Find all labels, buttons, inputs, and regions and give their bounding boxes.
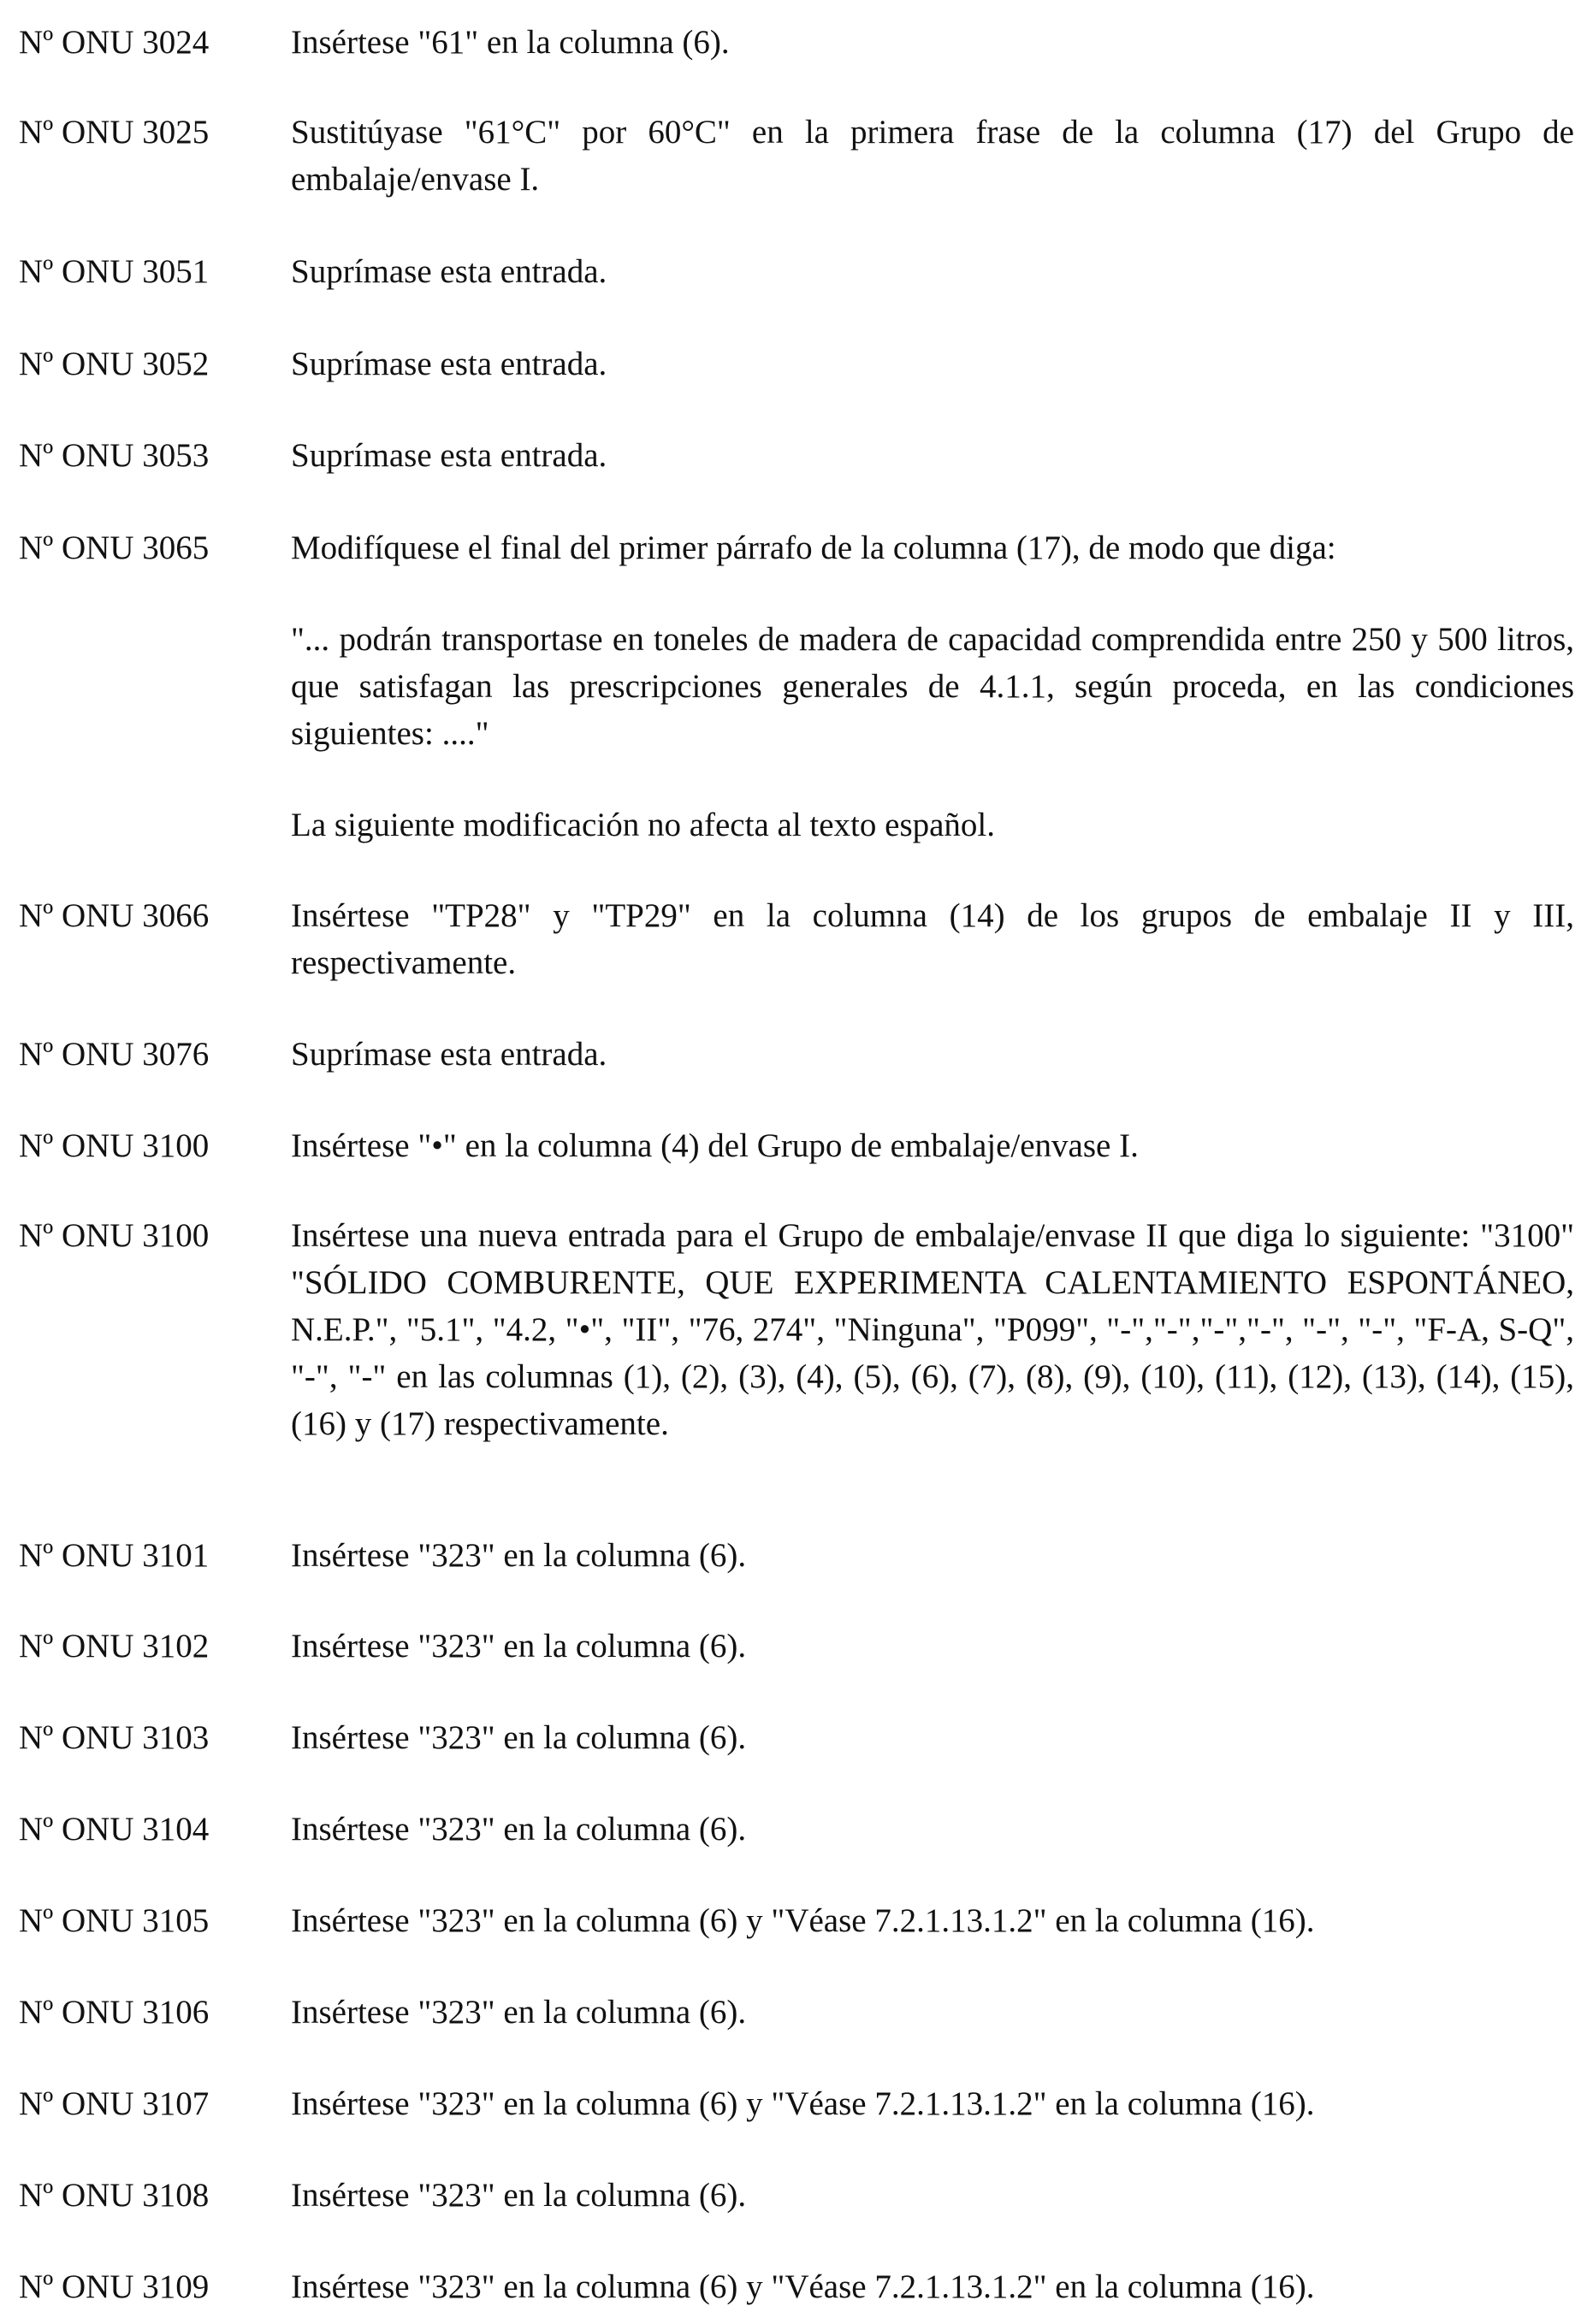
entry-body [291, 1623, 1574, 1670]
entry-code: Nº ONU 3053 [19, 437, 210, 474]
entry-code: Nº ONU 3102 [19, 1628, 210, 1665]
quoted-amendment: "... podrán transportase en toneles de madera de capacidad comprendida entre 250 y 500 litros, que satisfagan las prescripciones generales de 4.1.1, según proceda, en las condiciones siguientes: ...." [291, 621, 1574, 752]
entry-code: Nº ONU 3107 [19, 2085, 210, 2122]
entry-body [291, 2263, 1574, 2310]
entry-body [291, 19, 1574, 66]
entry-body [291, 892, 1574, 986]
entry-body [291, 1989, 1574, 2036]
entry-body [291, 1532, 1574, 1579]
entry-body [291, 1714, 1574, 1761]
entry-code: Nº ONU 3108 [19, 2177, 210, 2214]
entry-body [291, 1031, 1574, 1078]
entry-text: Insértese "323" en la columna (6) y "Véase 7.2.1.13.1.2" en la columna (16). [291, 1902, 1315, 1939]
entry-body [291, 248, 1574, 295]
entry-code: Nº ONU 3104 [19, 1811, 210, 1848]
entry-code: Nº ONU 3100 [19, 1127, 210, 1164]
entry-body [291, 524, 1574, 849]
entry-text: Insértese "323" en la columna (6). [291, 2177, 747, 2214]
entry-code: Nº ONU 3076 [19, 1036, 210, 1073]
entry-text: Sustitúyase "61°C" por 60°C" en la primera frase de la columna (17) del Grupo de embalaje/envase I. [291, 114, 1574, 198]
entry-code: Nº ONU 3101 [19, 1537, 210, 1574]
entry-text: Insértese "323" en la columna (6). [291, 1537, 747, 1574]
entry-code: Nº ONU 3106 [19, 1994, 210, 2031]
entry-body [291, 109, 1574, 203]
entry-body [291, 1806, 1574, 1853]
entry-code: Nº ONU 3109 [19, 2268, 210, 2305]
entry-text: Insértese "323" en la columna (6) y "Véase 7.2.1.13.1.2" en la columna (16). [291, 2268, 1315, 2305]
entry-text: Insértese "61" en la columna (6). [291, 24, 730, 61]
entry-text: Suprímase esta entrada. [291, 253, 607, 290]
entry-text: Insértese una nueva entrada para el Grupo de embalaje/envase II que diga lo siguiente: "3100" "SÓLIDO COMBURENTE, QUE EXPERIMENTA CALENTAMIENTO ESPONTÁNEO, N.E.P.", "5.1", "4.2, "•", "II", "76, 274", "Ninguna", "P099", "-","-","-","-", "-", "-", "F-A, S-Q", "-", "-" en las columnas (1), (2), (3), (4), (5), (6), (7), (8), (9), (10), (11), (12), (13), (14), (15), (16) y (17) respectivamente. [291, 1217, 1574, 1442]
entry-body [291, 1897, 1574, 1944]
entry-code: Nº ONU 3051 [19, 253, 210, 290]
entry-text: Insértese "323" en la columna (6). [291, 1994, 747, 2031]
entry-code: Nº ONU 3052 [19, 346, 210, 382]
entry-text: Suprímase esta entrada. [291, 437, 607, 474]
entry-code: Nº ONU 3100 [19, 1217, 210, 1254]
entry-text: Insértese "323" en la columna (6). [291, 1719, 747, 1756]
note-text: La siguiente modificación no afecta al texto español. [291, 807, 996, 843]
entry-text: Insértese "•" en la columna (4) del Grupo de embalaje/envase I. [291, 1127, 1139, 1164]
entry-code: Nº ONU 3065 [19, 529, 210, 566]
entry-text: Insértese "TP28" y "TP29" en la columna (14) de los grupos de embalaje II y III, respectivamente. [291, 897, 1574, 981]
entry-body [291, 432, 1574, 479]
entry-text: Insértese "323" en la columna (6) y "Véase 7.2.1.13.1.2" en la columna (16). [291, 2085, 1315, 2122]
entry-body [291, 1212, 1574, 1447]
entry-body [291, 2172, 1574, 2219]
entry-text: Suprímase esta entrada. [291, 346, 607, 382]
entry-code: Nº ONU 3024 [19, 24, 210, 61]
entry-body [291, 340, 1574, 387]
entry-text: Modifíquese el final del primer párrafo de la columna (17), de modo que diga: [291, 529, 1336, 566]
entry-text: Insértese "323" en la columna (6). [291, 1811, 747, 1848]
entry-body [291, 2080, 1574, 2127]
entry-text: Insértese "323" en la columna (6). [291, 1628, 747, 1665]
entry-code: Nº ONU 3025 [19, 114, 210, 151]
entry-body [291, 1122, 1574, 1169]
entry-text: Suprímase esta entrada. [291, 1036, 607, 1073]
entry-code: Nº ONU 3105 [19, 1902, 210, 1939]
entry-code: Nº ONU 3103 [19, 1719, 210, 1756]
entry-code: Nº ONU 3066 [19, 897, 210, 934]
